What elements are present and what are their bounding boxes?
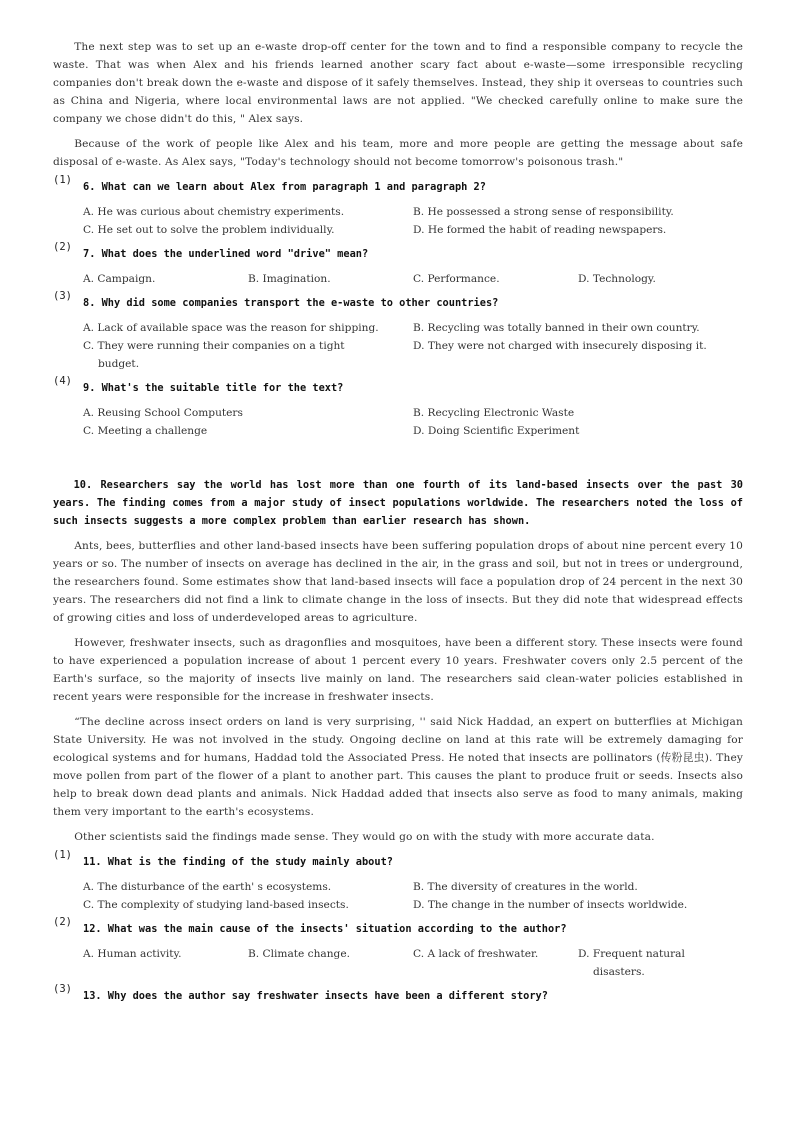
option-b[interactable]: B. Climate change. [248, 948, 350, 960]
options [53, 404, 743, 440]
option-b[interactable]: B. He possessed a strong sense of responsibility. [413, 206, 674, 218]
passage1-paragraph-1: The next step was to set up an e-waste drop-off center for the town and to find a responsible company to recycle the waste. That was when Alex and his friends learned another scary fact about e-waste—some irresponsible recycling companies don't break down the e-waste and dispose of it safely themselves. Instead, they ship it overseas to countries such as China and Nigeria, where local environmental laws are not applied. "We checked carefully online to make sure the company we chose didn't do this, " Alex says. [53, 41, 743, 125]
option-b[interactable]: B. Recycling Electronic Waste [413, 407, 575, 419]
option-a[interactable]: A. Reusing School Computers [83, 407, 243, 419]
option-a[interactable]: A. Campaign. [83, 273, 156, 285]
option-c[interactable]: C. They were running their companies on a tight budget. [83, 340, 345, 370]
question-11 [53, 849, 743, 914]
question-12 [53, 916, 743, 981]
question-number: (1) [53, 174, 72, 186]
option-c[interactable]: C. The complexity of studying land-based insects. [83, 899, 349, 911]
question-number: (4) [53, 375, 72, 387]
option-c[interactable]: C. He set out to solve the problem individually. [83, 224, 335, 236]
question-number: (3) [53, 983, 72, 995]
question-7 [53, 241, 743, 288]
option-d[interactable]: D. He formed the habit of reading newspapers. [413, 224, 667, 236]
options [53, 945, 743, 981]
question-number: (2) [53, 916, 72, 928]
question-text: 8. Why did some companies transport the e-waste to other countries? [83, 297, 499, 309]
option-d[interactable]: D. The change in the number of insects worldwide. [413, 899, 688, 911]
question-13 [53, 983, 743, 1005]
question-text: 12. What was the main cause of the insects' situation according to the author? [83, 923, 567, 935]
option-a[interactable]: A. The disturbance of the earth' s ecosystems. [83, 881, 332, 893]
question-number: (3) [53, 290, 72, 302]
question-text: 7. What does the underlined word "drive" mean? [83, 248, 369, 260]
question-8 [53, 290, 743, 373]
passage2-paragraph-4: Other scientists said the findings made sense. They would go on with the study with more accurate data. [74, 831, 655, 843]
passage1-paragraph-2: Because of the work of people like Alex and his team, more and more people are getting the message about safe disposal of e-waste. As Alex says, "Today's technology should not become tomorrow's poisonous trash." [53, 138, 743, 168]
option-c[interactable]: C. Performance. [413, 273, 500, 285]
question-6 [53, 174, 743, 239]
option-d[interactable]: D. They were not charged with insecurely disposing it. [413, 340, 707, 352]
options [53, 319, 743, 373]
passage2-intro: 10. Researchers say the world has lost more than one fourth of its land-based insects over the past 30 years. The finding comes from a major study of insect populations worldwide. The researchers noted the loss of such insects suggests a more complex problem than earlier research has shown. [53, 479, 743, 527]
question-text: 13. Why does the author say freshwater insects have been a different story? [83, 990, 548, 1002]
option-a[interactable]: A. Lack of available space was the reason for shipping. [83, 322, 379, 334]
options [53, 270, 743, 288]
options [53, 203, 743, 239]
question-9 [53, 375, 743, 440]
option-d[interactable]: D. Doing Scientific Experiment [413, 425, 580, 437]
question-number: (2) [53, 241, 72, 253]
option-d[interactable]: D. Frequent natural disasters. [578, 948, 685, 978]
option-c[interactable]: C. A lack of freshwater. [413, 948, 539, 960]
question-number: (1) [53, 849, 72, 861]
question-text: 11. What is the finding of the study mainly about? [83, 856, 393, 868]
passage2-paragraph-3: “The decline across insect orders on land is very surprising, '' said Nick Haddad, an expert on butterflies at Michigan State University. He was not involved in the study. Ongoing decline on land at this rate will be extremely damaging for ecological systems and for humans, Haddad told the Associated Press. He noted that insects are pollinators (传粉昆虫). They move pollen from part of the flower of a plant to another part. This causes the plant to produce fruit or seeds. Insects also help to break down dead plants and animals. Nick Haddad added that insects also serve as food to many animals, making them very important to the earth's ecosystems. [53, 716, 743, 818]
options [53, 878, 743, 914]
option-a[interactable]: A. Human activity. [83, 948, 182, 960]
option-d[interactable]: D. Technology. [578, 273, 656, 285]
question-text: 6. What can we learn about Alex from paragraph 1 and paragraph 2? [83, 181, 486, 193]
document-page [53, 38, 743, 1011]
option-b[interactable]: B. The diversity of creatures in the world. [413, 881, 638, 893]
passage2-paragraph-2: However, freshwater insects, such as dragonflies and mosquitoes, have been a different story. These insects were found to have experienced a population increase of about 1 percent every 10 years. Freshwater covers only 2.5 percent of the Earth's surface, so the majority of insects live mainly on land. The researchers said clean-water policies established in recent years were responsible for the increase in freshwater insects. [53, 637, 743, 703]
option-a[interactable]: A. He was curious about chemistry experiments. [83, 206, 345, 218]
option-b[interactable]: B. Imagination. [248, 273, 331, 285]
passage2-paragraph-1: Ants, bees, butterflies and other land-based insects have been suffering population drops of about nine percent every 10 years or so. The number of insects on average has declined in the air, in the grass and soil, but not in trees or underground, the researchers found. Some estimates show that land-based insects will face a population drop of 24 percent in the next 30 years. The researchers did not find a link to climate change in the loss of insects. But they did note that widespread effects of growing cities and loss of underdeveloped areas to agriculture. [53, 540, 743, 624]
option-c[interactable]: C. Meeting a challenge [83, 425, 208, 437]
question-text: 9. What's the suitable title for the text? [83, 382, 344, 394]
option-b[interactable]: B. Recycling was totally banned in their own country. [413, 322, 700, 334]
